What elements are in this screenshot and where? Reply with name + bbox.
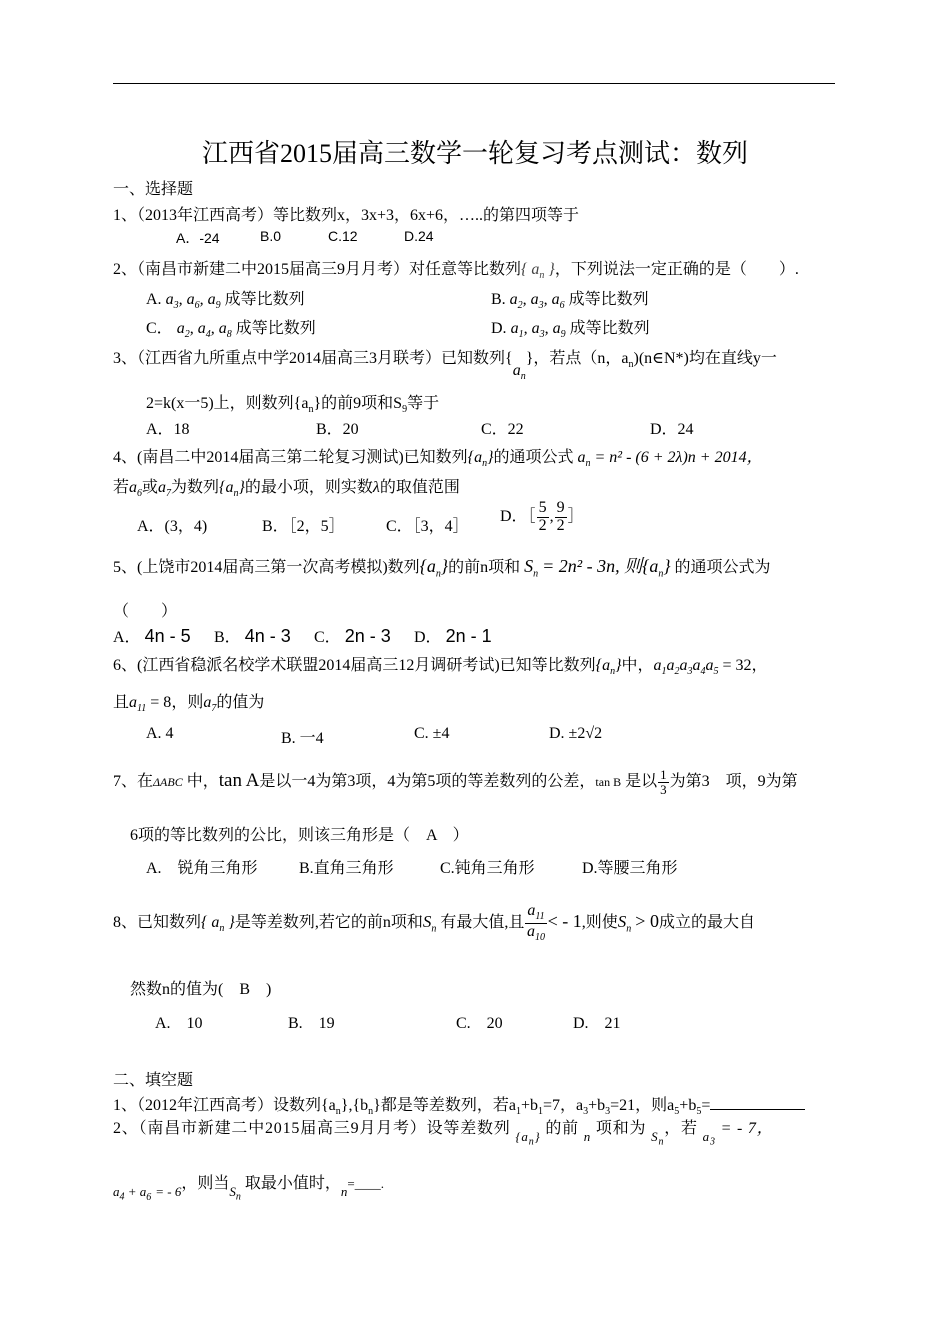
q5-option-b: B． 4n - 3 <box>214 626 291 646</box>
q1-option-d: D.24 <box>404 228 434 244</box>
question-3-stem-line1: 3、（江西省九所重点中学2014届高三3月联考）已知数列$\{a_n\}$，若点（n，$a_n)(n\in N*)$均在直线y一 <box>113 350 777 383</box>
q2-stem-post: ，下列说法一定正确的是（ ）. <box>554 261 799 278</box>
q5-option-a: A． 4n - 5 <box>113 626 191 646</box>
question-1-stem: 1、（2013年江西高考）等比数列x，3x+3，6x+6，…..的第四项等于 <box>113 207 580 224</box>
q1-option-a: A．-24 <box>176 230 220 246</box>
fill-question-2-line1: 2、（南昌市新建二中2015届高三9月月考）设等差数列 $_{\{a_n\}}$ 的前 $_n$ 项和为 $_{S_n}$，若 $_{a_3}$ = - 7， <box>113 1120 774 1148</box>
question-8-stem-line1: 8、已知数列{ $a_n$ }是等差数列,若它的前n项和$S_n$ 有最大值,且 $\frac{a_{11}}{a_{10}}$ < - 1,则使$S_n > 0$成立的最大自 <box>113 902 755 943</box>
q6-option-b: B. 一4 <box>281 730 324 747</box>
question-6-stem-line1: 6、(江西省稳派名校学术联盟2014届高三12月调研考试)已知等比数列$\{a_n\}$中，$a_1a_2a_3a_4a_5 = 32$， <box>113 657 768 678</box>
question-5-paren: （ ） <box>113 603 178 620</box>
q7-option-d: D.等腰三角形 <box>582 860 678 877</box>
question-4-stem-line2: 若$a_6$或$a_7$为数列$\{a_n\}$的最小项，则实数λ的取值范围 <box>113 479 460 500</box>
question-6-stem-line2: 且$a_{11} = 8$，则$a_7$的值为 <box>113 694 265 715</box>
q6-option-c: C. ±4 <box>414 725 450 742</box>
question-7-stem-line1: 7、在ΔABC 中，tan A是以一4为第3项，4为第5项的等差数列的公差，tan B 是以 $\frac{1}{3}$ 为第3 项，9为第 <box>113 767 798 797</box>
section-fill-heading: 二、填空题 <box>113 1072 194 1089</box>
q2-stem-pre: 2、（南昌市新建二中2015届高三9月月考）对任意等比数列 <box>113 261 522 278</box>
q8-option-a: A. 10 <box>155 1015 203 1032</box>
q2-option-a: A. $a_3$, $a_6$, $a_9$ 成等比数列 <box>146 291 305 312</box>
q7-option-a: A. 锐角三角形 <box>146 860 258 877</box>
q3-option-d: D．24 <box>650 421 694 438</box>
q8-option-d: D. 21 <box>573 1015 621 1032</box>
q4-option-b: B．［2，5］ <box>262 518 345 535</box>
q6-option-a: A. 4 <box>146 725 174 742</box>
question-5-stem: 5、(上饶市2014届高三第一次高考模拟)数列$\{a_n\}$的前n项和 $S_n = 2n^2 - 3n$, 则$\{a_n\}$ 的通项公式为 <box>113 556 771 580</box>
q6-option-d: D. ±2√2 <box>549 725 603 742</box>
q8-option-b: B. 19 <box>288 1015 335 1032</box>
fill-question-2-line2: $_{a_4}$ $_{+ a6}$ $_{= - 6}$，则当$_{S_n}$ 取最小值时，$_n$=____. <box>113 1175 385 1204</box>
section-choice-heading: 一、选择题 <box>113 181 194 198</box>
q7-option-b: B.直角三角形 <box>299 860 394 877</box>
question-4-stem-line1: 4、(南昌二中2014届高三第二轮复习测试)已知数列$\{a_n\}$的通项公式 $a_n = n^2 - (6 + 2\lambda)n + 2014$， <box>113 449 763 470</box>
header-rule <box>113 83 835 84</box>
q1-option-b: B.0 <box>260 228 282 244</box>
q5-option-c: C． 2n - 3 <box>314 626 391 646</box>
question-3-stem-line2: 2=k(x一5)上，则数列$\{a_n\}$的前9项和$S_9$等于 <box>146 395 440 416</box>
question-8-stem-line2: 然数n的值为( B ) <box>130 981 272 998</box>
q4-option-d: D．［ $\frac{5}{2}$ , $\frac{9}{2}$ ］ <box>500 499 584 534</box>
q7-option-c: C.钝角三角形 <box>440 860 535 877</box>
q4-option-c: C．［3，4］ <box>386 518 469 535</box>
q4-option-a: A．(3，4) <box>137 518 208 535</box>
q5-option-d: D． 2n - 1 <box>414 626 492 646</box>
fill-question-1: 1、（2012年江西高考）设数列$\{a_n\},\{b_n\}$都是等差数列，若$a_1+b_1=7$，$a_3+b_3=21$，则$a_5+b_5=$ <box>113 1092 805 1117</box>
q2-option-c: C． $a_2$, $a_4$, $a_8$ 成等比数列 <box>146 320 316 341</box>
q1-option-c: C.12 <box>328 228 358 244</box>
question-7-stem-line2: 6项的等比数列的公比，则该三角形是（ A ） <box>130 827 469 844</box>
q8-option-c: C. 20 <box>456 1015 503 1032</box>
q3-option-c: C．22 <box>481 421 524 438</box>
q3-option-a: A．18 <box>146 421 190 438</box>
question-2-stem: 2、（南昌市新建二中2015届高三9月月考）对任意等比数列{ $a_n$ }，下列说法一定正确的是（ ）. <box>113 261 799 282</box>
q2-option-d: D. $a_1$, $a_3$, $a_9$ 成等比数列 <box>491 320 650 341</box>
q2-option-b: B. $a_2$, $a_3$, $a_6$ 成等比数列 <box>491 291 649 312</box>
page-title: 江西省2015届高三数学一轮复习考点测试：数列 <box>201 139 748 168</box>
q3-option-b: B．20 <box>316 421 359 438</box>
